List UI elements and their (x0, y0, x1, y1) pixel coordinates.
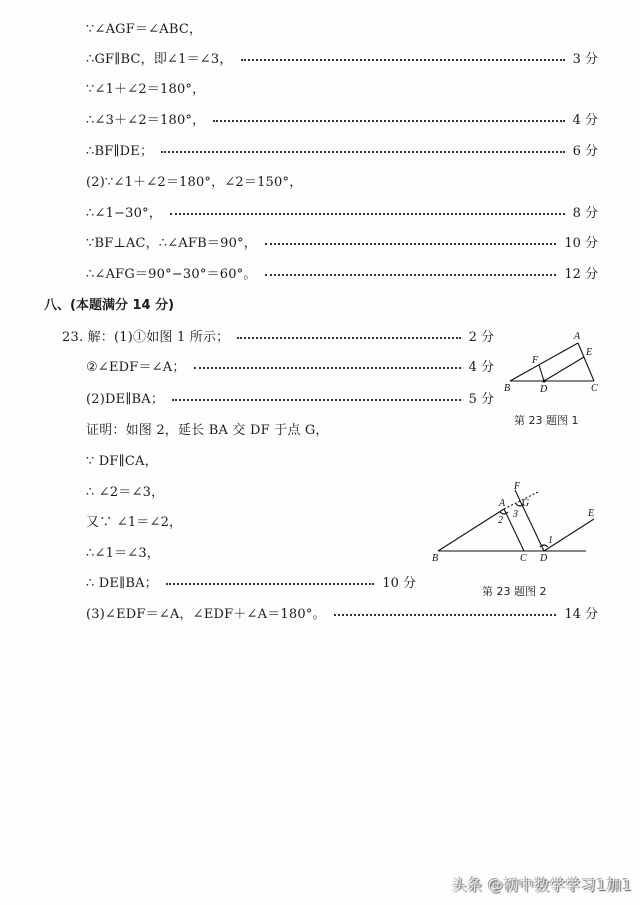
proof-text: ∴∠1−30°， (86, 205, 162, 221)
figure-2-caption: 第 23 题图 2 (482, 585, 547, 598)
label-D: D (540, 553, 548, 564)
proof-text: ∴BF∥DE； (86, 143, 154, 159)
proof-text: (3)∠EDF＝∠A，∠EDF＋∠A＝180°。 (86, 606, 326, 622)
label-C: C (520, 553, 527, 564)
proof-text: (2)∵∠1＋∠2＝180°，∠2＝150°， (86, 174, 303, 190)
score-label: 8 分 (572, 205, 598, 221)
leader-dots (265, 274, 557, 276)
proof-line (86, 510, 416, 530)
label-F: F (532, 355, 539, 366)
score-label: 10 分 (382, 575, 416, 591)
proof-line (86, 571, 416, 591)
proof-line (86, 602, 598, 622)
proof-line (86, 47, 598, 67)
figure-1-diagram (498, 325, 608, 395)
figure-2-diagram (428, 478, 608, 564)
proof-text: 证明：如图 2，延长 BA 交 DF 于点 G， (86, 422, 329, 438)
triangle-diagram-icon (498, 325, 608, 395)
leader-dots (172, 399, 461, 401)
proof-line (86, 541, 416, 561)
proof-line (86, 108, 598, 128)
leader-dots (166, 583, 374, 585)
proof-line (86, 449, 416, 469)
score-label: 14 分 (564, 606, 598, 622)
proof-line (86, 77, 598, 97)
proof-text: ∵∠1＋∠2＝180°， (86, 81, 206, 97)
proof-line (86, 387, 494, 407)
label-E: E (588, 508, 595, 519)
angle-3-label: 3 (513, 509, 518, 520)
label-B: B (504, 383, 511, 394)
label-D: D (540, 384, 548, 395)
proof-text: ∴∠3＋∠2＝180°， (86, 112, 206, 128)
proof-text: ∴ ∠2＝∠3， (86, 484, 165, 500)
proof-text: ∵BF⊥AC，∴∠AFB＝90°， (86, 235, 257, 251)
leader-dots (241, 59, 565, 61)
proof-line (86, 170, 598, 190)
score-label: 10 分 (564, 235, 598, 251)
parallel-lines-diagram-icon (428, 478, 608, 564)
proof-line (86, 139, 598, 159)
proof-text: ∵ DF∥CA， (86, 453, 158, 469)
proof-text: ∴∠AFG＝90°−30°＝60°。 (86, 266, 257, 282)
leader-dots (170, 213, 565, 215)
angle-2-label: 2 (498, 515, 503, 526)
score-label: 3 分 (572, 51, 598, 67)
proof-line (86, 355, 494, 375)
angle-1-label: 1 (548, 535, 553, 546)
proof-text: ∴∠1＝∠3， (86, 545, 160, 561)
label-F: F (514, 481, 521, 492)
proof-text: (2)DE∥BA； (86, 391, 165, 407)
label-C: C (591, 383, 598, 394)
proof-text: 23. 解：(1)①如图 1 所示； (62, 329, 230, 345)
section-heading: 八、(本题满分 14 分) (44, 298, 175, 313)
score-label: 5 分 (468, 391, 494, 407)
proof-text: 又∵ ∠1＝∠2， (86, 514, 183, 530)
leader-dots (237, 337, 460, 339)
leader-dots (265, 243, 556, 245)
proof-line (86, 201, 598, 221)
watermark: 头条 @初中数学学习1加1 (451, 876, 632, 894)
proof-line (62, 325, 494, 345)
label-B: B (432, 553, 439, 564)
leader-dots (213, 120, 564, 122)
leader-dots (334, 614, 557, 616)
proof-text: ∵∠AGF＝∠ABC， (86, 21, 203, 37)
figure-1-caption: 第 23 题图 1 (514, 414, 579, 427)
proof-text: ∴GF∥BC，即∠1＝∠3， (86, 51, 233, 67)
score-label: 4 分 (572, 112, 598, 128)
score-label: 12 分 (564, 266, 598, 282)
proof-line (86, 231, 598, 251)
proof-text: ∴ DE∥BA； (86, 575, 158, 591)
label-A: A (574, 331, 581, 342)
label-E: E (586, 347, 593, 358)
proof-text: ②∠EDF＝∠A； (86, 359, 186, 375)
label-G: G (522, 498, 530, 509)
score-label: 2 分 (468, 329, 494, 345)
proof-line (86, 262, 598, 282)
score-label: 6 分 (572, 143, 598, 159)
proof-line (86, 418, 416, 438)
leader-dots (161, 151, 564, 153)
label-A: A (499, 498, 506, 509)
proof-line (86, 17, 598, 37)
proof-line (86, 480, 416, 500)
score-label: 4 分 (468, 359, 494, 375)
leader-dots (194, 367, 461, 369)
